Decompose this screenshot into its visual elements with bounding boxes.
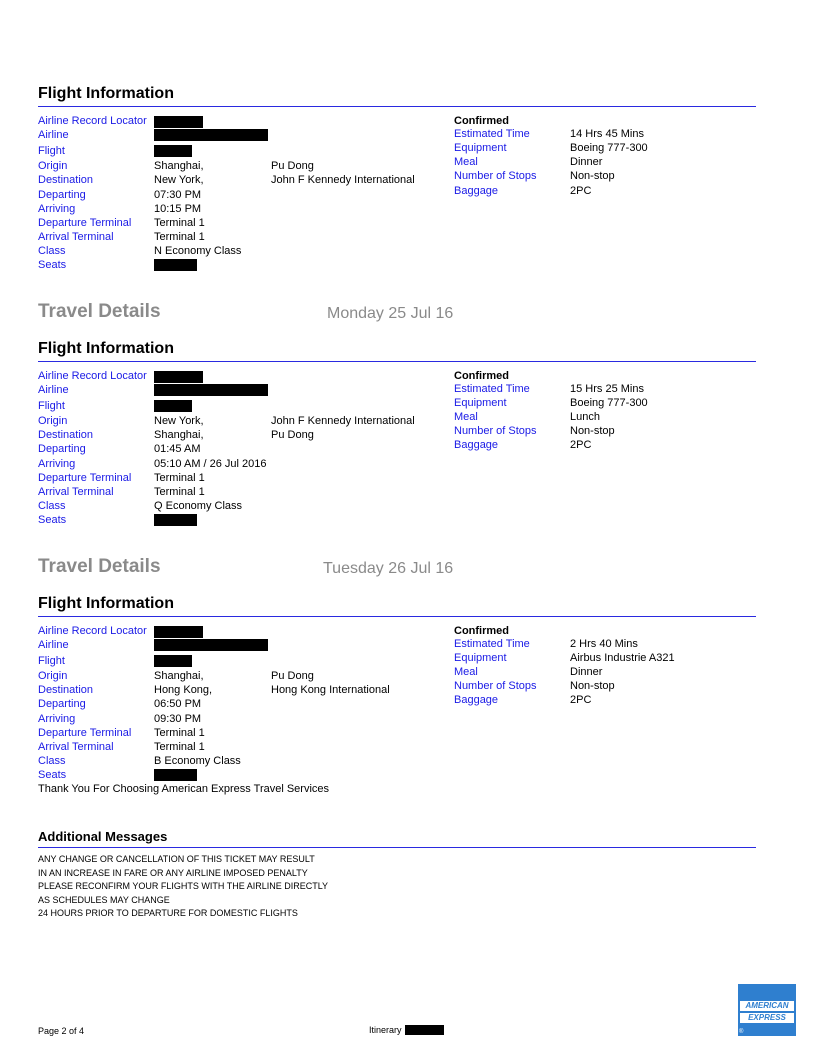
arrival-terminal-label: Arrival Terminal [38, 486, 114, 498]
destination-label: Destination [38, 174, 94, 186]
baggage-value: 2PC [570, 439, 592, 451]
origin-airport: Pu Dong [271, 670, 314, 682]
meal-value: Dinner [570, 156, 603, 168]
equipment-label: Equipment [454, 397, 507, 409]
redacted-airline [154, 639, 268, 651]
baggage-label: Baggage [454, 694, 499, 706]
departing-label: Departing [38, 443, 86, 455]
redacted-seats [154, 514, 197, 526]
flight-information-heading: Flight Information [38, 85, 174, 102]
flight-information-heading: Flight Information [38, 340, 174, 357]
destination-city: Hong Kong, [154, 684, 213, 696]
message-line: PLEASE RECONFIRM YOUR FLIGHTS WITH THE AIRLINE DIRECTLY [38, 881, 329, 891]
airline-label: Airline [38, 639, 69, 651]
flight-label: Flight [38, 145, 65, 157]
page-number: Page 2 of 4 [38, 1026, 85, 1036]
arrival-terminal-label: Arrival Terminal [38, 741, 114, 753]
baggage-value: 2PC [570, 694, 592, 706]
class-label: Class [38, 245, 66, 257]
destination-airport: Pu Dong [271, 429, 314, 441]
confirmed-status: Confirmed [454, 115, 509, 127]
section-divider [38, 361, 756, 362]
number-of-stops-value: Non-stop [570, 170, 615, 182]
number-of-stops-label: Number of Stops [454, 425, 537, 437]
section-divider [38, 106, 756, 107]
flight-label: Flight [38, 655, 65, 667]
arriving-label: Arriving [38, 713, 76, 725]
class-label: Class [38, 500, 66, 512]
logo-text-american: AMERICAN [740, 1001, 794, 1011]
thank-you-message: Thank You For Choosing American Express Travel Services [38, 783, 330, 795]
number-of-stops-value: Non-stop [570, 425, 615, 437]
departing-label: Departing [38, 698, 86, 710]
equipment-label: Equipment [454, 142, 507, 154]
redacted-itinerary-number [405, 1025, 444, 1035]
arrival-terminal: Terminal 1 [154, 486, 205, 498]
message-line: ANY CHANGE OR CANCELLATION OF THIS TICKET MAY RESULT [38, 854, 315, 864]
american-express-logo [738, 984, 796, 1036]
origin-label: Origin [38, 160, 68, 172]
seats-label: Seats [38, 514, 67, 526]
airline-record-locator-label: Airline Record Locator [38, 370, 147, 382]
departure-terminal: Terminal 1 [154, 217, 205, 229]
estimated-time: 2 Hrs 40 Mins [570, 638, 638, 650]
confirmed-status: Confirmed [454, 370, 509, 382]
destination-label: Destination [38, 429, 94, 441]
departure-terminal-label: Departure Terminal [38, 217, 132, 229]
redacted-flight-number [154, 145, 192, 157]
airline-label: Airline [38, 384, 69, 396]
redacted-seats [154, 259, 197, 271]
meal-value: Dinner [570, 666, 603, 678]
departure-terminal: Terminal 1 [154, 727, 205, 739]
arriving-time: 09:30 PM [154, 713, 202, 725]
section-divider [38, 847, 756, 848]
airline-record-locator-label: Airline Record Locator [38, 625, 147, 637]
estimated-time-label: Estimated Time [454, 383, 530, 395]
travel-date: Tuesday 26 Jul 16 [323, 560, 454, 577]
equipment-value: Boeing 777-300 [570, 142, 648, 154]
meal-label: Meal [454, 156, 478, 168]
number-of-stops-value: Non-stop [570, 680, 615, 692]
arriving-time: 10:15 PM [154, 203, 202, 215]
additional-messages-heading: Additional Messages [38, 829, 168, 844]
number-of-stops-label: Number of Stops [454, 170, 537, 182]
class-value: N Economy Class [154, 245, 242, 257]
destination-airport: Hong Kong International [271, 684, 390, 696]
travel-date: Monday 25 Jul 16 [327, 305, 454, 322]
redacted-record-locator [154, 626, 203, 638]
class-value: B Economy Class [154, 755, 241, 767]
origin-airport: Pu Dong [271, 160, 314, 172]
number-of-stops-label: Number of Stops [454, 680, 537, 692]
confirmed-status: Confirmed [454, 625, 509, 637]
section-divider [38, 616, 756, 617]
airline-label: Airline [38, 129, 69, 141]
meal-label: Meal [454, 666, 478, 678]
meal-label: Meal [454, 411, 478, 423]
redacted-flight-number [154, 400, 192, 412]
equipment-value: Airbus Industrie A321 [570, 652, 675, 664]
airline-record-locator-label: Airline Record Locator [38, 115, 147, 127]
origin-airport: John F Kennedy International [271, 415, 415, 427]
arrival-terminal: Terminal 1 [154, 231, 205, 243]
estimated-time-label: Estimated Time [454, 638, 530, 650]
equipment-value: Boeing 777-300 [570, 397, 648, 409]
class-label: Class [38, 755, 66, 767]
itinerary-label: Itinerary [369, 1025, 402, 1035]
message-line: IN AN INCREASE IN FARE OR ANY AIRLINE IMPOSED PENALTY [38, 868, 308, 878]
estimated-time: 14 Hrs 45 Mins [570, 128, 644, 140]
arrival-terminal: Terminal 1 [154, 741, 205, 753]
seats-label: Seats [38, 769, 67, 781]
origin-city: New York, [154, 415, 204, 427]
meal-value: Lunch [570, 411, 600, 423]
destination-city: Shanghai, [154, 429, 204, 441]
destination-airport: John F Kennedy International [271, 174, 415, 186]
origin-city: Shanghai, [154, 160, 204, 172]
seats-label: Seats [38, 259, 67, 271]
departing-time: 06:50 PM [154, 698, 202, 710]
arriving-time: 05:10 AM / 26 Jul 2016 [154, 458, 267, 470]
message-line: AS SCHEDULES MAY CHANGE [38, 895, 170, 905]
flight-label: Flight [38, 400, 65, 412]
class-value: Q Economy Class [154, 500, 243, 512]
message-line: 24 HOURS PRIOR TO DEPARTURE FOR DOMESTIC FLIGHTS [38, 908, 298, 918]
origin-city: Shanghai, [154, 670, 204, 682]
departure-terminal-label: Departure Terminal [38, 472, 132, 484]
departing-label: Departing [38, 189, 86, 201]
registered-mark: ® [739, 1029, 744, 1035]
origin-label: Origin [38, 415, 68, 427]
equipment-label: Equipment [454, 652, 507, 664]
redacted-airline [154, 384, 268, 396]
logo-text-express: EXPRESS [740, 1013, 794, 1023]
arriving-label: Arriving [38, 203, 76, 215]
redacted-seats [154, 769, 197, 781]
estimated-time: 15 Hrs 25 Mins [570, 383, 644, 395]
travel-details-heading: Travel Details [38, 556, 161, 577]
flight-information-heading: Flight Information [38, 595, 174, 612]
departing-time: 01:45 AM [154, 443, 201, 455]
departure-terminal-label: Departure Terminal [38, 727, 132, 739]
baggage-label: Baggage [454, 185, 499, 197]
redacted-flight-number [154, 655, 192, 667]
destination-label: Destination [38, 684, 94, 696]
redacted-record-locator [154, 116, 203, 128]
departure-terminal: Terminal 1 [154, 472, 205, 484]
redacted-record-locator [154, 371, 203, 383]
travel-details-heading: Travel Details [38, 301, 161, 322]
arriving-label: Arriving [38, 458, 76, 470]
arrival-terminal-label: Arrival Terminal [38, 231, 114, 243]
estimated-time-label: Estimated Time [454, 128, 530, 140]
origin-label: Origin [38, 670, 68, 682]
baggage-value: 2PC [570, 185, 592, 197]
destination-city: New York, [154, 174, 204, 186]
redacted-airline [154, 129, 268, 141]
departing-time: 07:30 PM [154, 189, 202, 201]
baggage-label: Baggage [454, 439, 499, 451]
